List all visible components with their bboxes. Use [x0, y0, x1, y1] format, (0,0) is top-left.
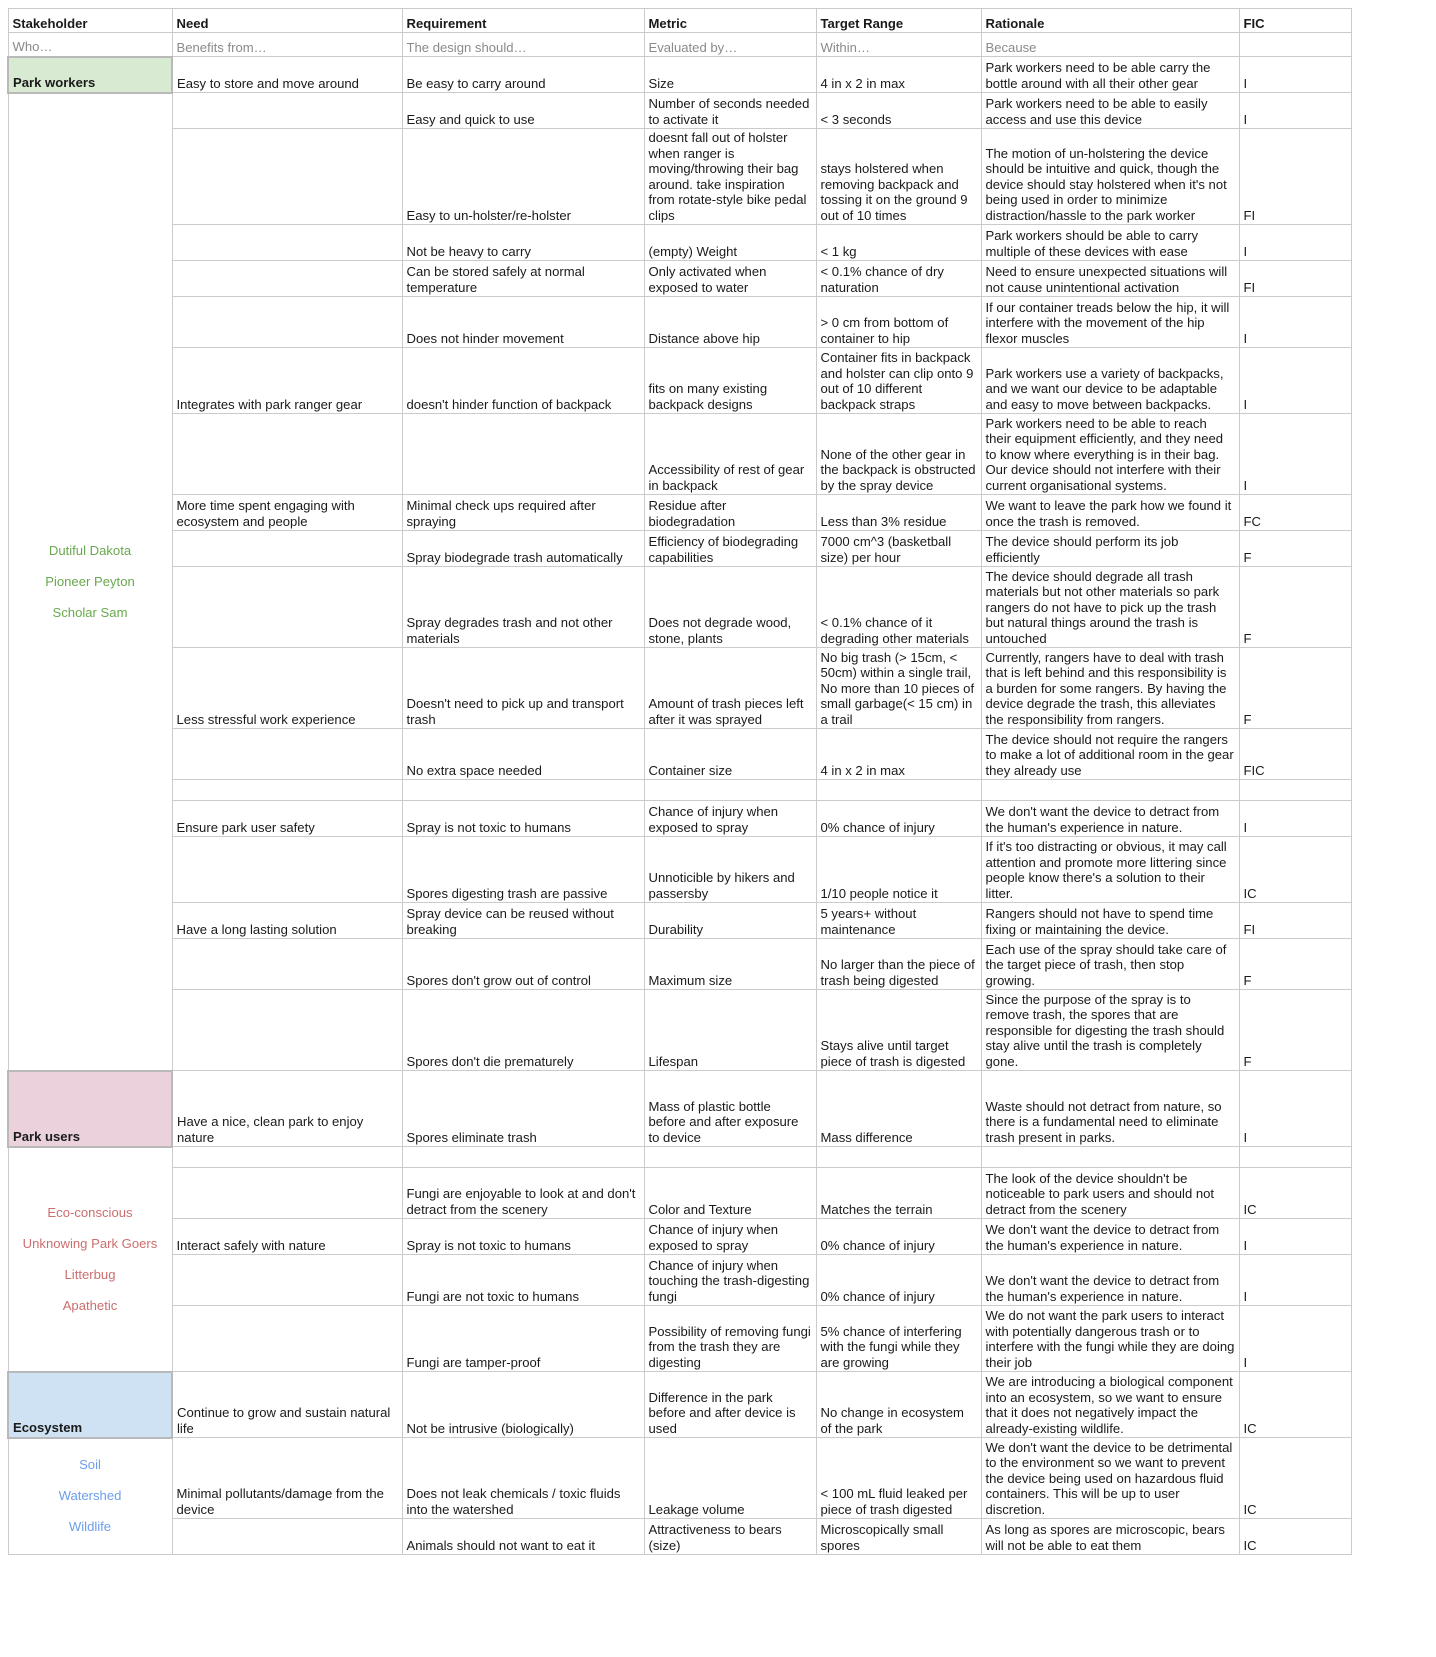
need-cell[interactable]: Interact safely with nature — [172, 1219, 402, 1255]
table-row — [8, 297, 1351, 348]
fic-cell[interactable]: FI — [1239, 903, 1351, 939]
table-row — [8, 648, 1351, 729]
table-row — [8, 903, 1351, 939]
rationale-cell[interactable]: The motion of un-holstering the device should be intuitive and quick, though the device should stay holstered when it's not being used in order to minimize distraction/hassle to the park worker — [981, 129, 1239, 225]
need-cell[interactable] — [172, 414, 402, 495]
persona-label: Unknowing Park Goers — [22, 1235, 158, 1251]
need-cell[interactable] — [172, 1168, 402, 1219]
target-range-cell[interactable]: < 0.1% chance of dry naturation — [816, 261, 981, 297]
metric-cell[interactable]: Residue after biodegradation — [644, 495, 816, 531]
metric-cell[interactable]: (empty) Weight — [644, 225, 816, 261]
metric-cell[interactable]: Mass of plastic bottle before and after exposure to device — [644, 1071, 816, 1147]
rationale-cell[interactable]: Park workers need to be able carry the bottle around with all their other gear — [981, 57, 1239, 93]
need-cell[interactable]: Less stressful work experience — [172, 648, 402, 729]
persona-label: Soil — [79, 1457, 101, 1473]
fic-cell[interactable]: I — [1239, 414, 1351, 495]
requirement-cell[interactable]: Easy to un-holster/re-holster — [402, 129, 644, 225]
rationale-cell[interactable]: We don't want the device to detract from the human's experience in nature. — [981, 1255, 1239, 1306]
requirements-table — [7, 8, 1352, 1555]
table-row — [8, 1147, 1351, 1168]
fic-cell[interactable]: I — [1239, 57, 1351, 93]
metric-cell[interactable]: Amount of trash pieces left after it was sprayed — [644, 648, 816, 729]
requirement-cell[interactable]: Spray is not toxic to humans — [402, 1219, 644, 1255]
target-range-cell[interactable]: Mass difference — [816, 1071, 981, 1147]
subheader-requirement[interactable]: The design should… — [402, 33, 644, 57]
table-row — [8, 348, 1351, 414]
rationale-cell[interactable]: The look of the device shouldn't be noticeable to park users and should not detract from the scenery — [981, 1168, 1239, 1219]
metric-cell[interactable]: Container size — [644, 729, 816, 780]
metric-cell[interactable]: Chance of injury when exposed to spray — [644, 801, 816, 837]
persona-label: Pioneer Peyton — [45, 573, 135, 589]
subheader-metric[interactable]: Evaluated by… — [644, 33, 816, 57]
rationale-cell[interactable]: Park workers use a variety of backpacks, and we want our device to be adaptable and easy to move between backpacks. — [981, 348, 1239, 414]
target-range-cell[interactable]: < 100 mL fluid leaked per piece of trash digested — [816, 1438, 981, 1519]
metric-cell[interactable]: Number of seconds needed to activate it — [644, 93, 816, 129]
requirement-cell[interactable]: Doesn't need to pick up and transport trash — [402, 648, 644, 729]
need-cell[interactable] — [172, 1147, 402, 1168]
rationale-cell[interactable]: Rangers should not have to spend time fixing or maintaining the device. — [981, 903, 1239, 939]
table-row — [8, 57, 1351, 93]
requirement-cell[interactable]: Spray is not toxic to humans — [402, 801, 644, 837]
target-range-cell[interactable]: Stays alive until target piece of trash is digested — [816, 990, 981, 1071]
persona-label: Dutiful Dakota — [48, 542, 132, 558]
need-cell[interactable]: Ensure park user safety — [172, 801, 402, 837]
need-cell[interactable] — [172, 225, 402, 261]
rationale-cell[interactable] — [981, 1147, 1239, 1168]
need-cell[interactable]: Minimal pollutants/damage from the device — [172, 1438, 402, 1519]
column-header-stakeholder[interactable]: Stakeholder — [8, 9, 172, 33]
persona-label: Apathetic — [62, 1297, 118, 1313]
rationale-cell[interactable]: The device should perform its job efficiently — [981, 531, 1239, 567]
fic-cell[interactable]: IC — [1239, 837, 1351, 903]
subheader-stakeholder[interactable]: Who… — [8, 33, 172, 57]
requirement-cell[interactable]: Spray degrades trash and not other materials — [402, 567, 644, 648]
need-cell[interactable] — [172, 990, 402, 1071]
persona-list — [13, 1457, 168, 1535]
fic-cell[interactable]: FIC — [1239, 729, 1351, 780]
rationale-cell[interactable]: Park workers should be able to carry multiple of these devices with ease — [981, 225, 1239, 261]
target-range-cell[interactable]: No big trash (> 15cm, < 50cm) within a single trail, No more than 10 pieces of small garbage(< 15 cm) in a trail — [816, 648, 981, 729]
target-range-cell[interactable] — [816, 780, 981, 801]
table-row — [8, 1519, 1351, 1555]
target-range-cell[interactable]: 1/10 people notice it — [816, 837, 981, 903]
table-row — [8, 990, 1351, 1071]
target-range-cell[interactable]: 0% chance of injury — [816, 801, 981, 837]
requirement-cell[interactable]: Animals should not want to eat it — [402, 1519, 644, 1555]
metric-cell[interactable]: Size — [644, 57, 816, 93]
fic-cell[interactable] — [1239, 780, 1351, 801]
need-cell[interactable]: Have a nice, clean park to enjoy nature — [172, 1071, 402, 1147]
need-cell[interactable] — [172, 1519, 402, 1555]
target-range-cell[interactable]: 5% chance of interfering with the fungi while they are growing — [816, 1306, 981, 1372]
fic-cell[interactable]: I — [1239, 801, 1351, 837]
target-range-cell[interactable] — [816, 1147, 981, 1168]
requirement-cell[interactable]: Fungi are not toxic to humans — [402, 1255, 644, 1306]
header-row — [8, 9, 1351, 33]
requirement-cell[interactable]: Spores digesting trash are passive — [402, 837, 644, 903]
rationale-cell[interactable]: If our container treads below the hip, it will interfere with the movement of the hip flexor muscles — [981, 297, 1239, 348]
metric-cell[interactable]: Difference in the park before and after device is used — [644, 1372, 816, 1438]
column-header-fic[interactable]: FIC — [1239, 9, 1351, 33]
column-header-target-range[interactable]: Target Range — [816, 9, 981, 33]
metric-cell[interactable]: Distance above hip — [644, 297, 816, 348]
table-row — [8, 129, 1351, 225]
metric-cell[interactable]: Chance of injury when touching the trash-digesting fungi — [644, 1255, 816, 1306]
rationale-cell[interactable]: We don't want the device to be detrimental to the environment so we want to prevent the device being used on hazardous fluid containers. This will be up to user discretion. — [981, 1438, 1239, 1519]
fic-cell[interactable]: IC — [1239, 1168, 1351, 1219]
fic-cell[interactable]: FI — [1239, 129, 1351, 225]
need-cell[interactable]: Integrates with park ranger gear — [172, 348, 402, 414]
metric-cell[interactable]: doesnt fall out of holster when ranger is moving/throwing their bag around. take inspiration from rotate-style bike pedal clips — [644, 129, 816, 225]
rationale-cell[interactable]: Each use of the spray should take care of the target piece of trash, then stop growing. — [981, 939, 1239, 990]
rationale-cell[interactable]: Park workers need to be able to reach their equipment efficiently, and they need to know where everything is in their bag. Our device should not interfere with their current organisational systems. — [981, 414, 1239, 495]
subheader-need[interactable]: Benefits from… — [172, 33, 402, 57]
table-row — [8, 531, 1351, 567]
rationale-cell[interactable]: Currently, rangers have to deal with trash that is left behind and this responsibility is a burden for some rangers. By having the device degrade the trash, this alleviates the responsibility from rangers. — [981, 648, 1239, 729]
need-cell[interactable] — [172, 780, 402, 801]
target-range-cell[interactable]: stays holstered when removing backpack and tossing it on the ground 9 out of 10 times — [816, 129, 981, 225]
persona-list — [13, 543, 168, 621]
need-cell[interactable] — [172, 1306, 402, 1372]
metric-cell[interactable]: Durability — [644, 903, 816, 939]
requirement-cell[interactable]: Not be heavy to carry — [402, 225, 644, 261]
requirement-cell[interactable]: Fungi are enjoyable to look at and don't detract from the scenery — [402, 1168, 644, 1219]
target-range-cell[interactable]: 0% chance of injury — [816, 1255, 981, 1306]
need-cell[interactable] — [172, 567, 402, 648]
rationale-cell[interactable]: Need to ensure unexpected situations will not cause unintentional activation — [981, 261, 1239, 297]
target-range-cell[interactable]: < 3 seconds — [816, 93, 981, 129]
target-range-cell[interactable]: < 1 kg — [816, 225, 981, 261]
metric-cell[interactable]: Leakage volume — [644, 1438, 816, 1519]
persona-label: Eco-conscious — [47, 1204, 133, 1220]
fic-cell[interactable]: IC — [1239, 1438, 1351, 1519]
persona-label: Scholar Sam — [52, 604, 128, 620]
metric-cell[interactable]: Chance of injury when exposed to spray — [644, 1219, 816, 1255]
requirement-cell[interactable]: Easy and quick to use — [402, 93, 644, 129]
fic-cell[interactable]: FI — [1239, 261, 1351, 297]
table-row — [8, 414, 1351, 495]
table-row — [8, 567, 1351, 648]
fic-cell[interactable]: I — [1239, 297, 1351, 348]
rationale-cell[interactable]: If it's too distracting or obvious, it may call attention and promote more littering since people know there's a solution to their litter. — [981, 837, 1239, 903]
metric-cell[interactable]: Attractiveness to bears (size) — [644, 1519, 816, 1555]
table-row — [8, 225, 1351, 261]
subheader-row — [8, 33, 1351, 57]
column-header-requirement[interactable]: Requirement — [402, 9, 644, 33]
subheader-fic[interactable] — [1239, 33, 1351, 57]
table-row — [8, 1219, 1351, 1255]
rationale-cell[interactable] — [981, 780, 1239, 801]
table-row — [8, 261, 1351, 297]
requirement-cell[interactable]: No extra space needed — [402, 729, 644, 780]
requirement-cell[interactable]: Fungi are tamper-proof — [402, 1306, 644, 1372]
metric-cell[interactable]: Accessibility of rest of gear in backpack — [644, 414, 816, 495]
requirement-cell[interactable] — [402, 414, 644, 495]
requirement-cell[interactable]: doesn't hinder function of backpack — [402, 348, 644, 414]
table-row — [8, 1306, 1351, 1372]
persona-label: Litterbug — [64, 1266, 116, 1282]
column-header-metric[interactable]: Metric — [644, 9, 816, 33]
stakeholder-personas-cell[interactable] — [8, 1147, 172, 1372]
fic-cell[interactable]: I — [1239, 1255, 1351, 1306]
requirement-cell[interactable] — [402, 1147, 644, 1168]
fic-cell[interactable]: I — [1239, 348, 1351, 414]
fic-cell[interactable]: F — [1239, 531, 1351, 567]
requirement-cell[interactable]: Spores eliminate trash — [402, 1071, 644, 1147]
rationale-cell[interactable]: We don't want the device to detract from the human's experience in nature. — [981, 1219, 1239, 1255]
fic-cell[interactable]: I — [1239, 1071, 1351, 1147]
table-row — [8, 1071, 1351, 1147]
need-cell[interactable]: Continue to grow and sustain natural life — [172, 1372, 402, 1438]
target-range-cell[interactable]: Container fits in backpack and holster can clip onto 9 out of 10 different backpack straps — [816, 348, 981, 414]
rationale-cell[interactable]: We want to leave the park how we found it once the trash is removed. — [981, 495, 1239, 531]
metric-cell[interactable] — [644, 780, 816, 801]
need-cell[interactable] — [172, 93, 402, 129]
target-range-cell[interactable]: Microscopically small spores — [816, 1519, 981, 1555]
need-cell[interactable] — [172, 939, 402, 990]
metric-cell[interactable]: Unnoticible by hikers and passersby — [644, 837, 816, 903]
target-range-cell[interactable]: Less than 3% residue — [816, 495, 981, 531]
need-cell[interactable] — [172, 729, 402, 780]
table-row — [8, 1372, 1351, 1438]
persona-list — [13, 1205, 168, 1314]
fic-cell[interactable]: I — [1239, 1306, 1351, 1372]
need-cell[interactable]: Have a long lasting solution — [172, 903, 402, 939]
table-row — [8, 837, 1351, 903]
rationale-cell[interactable]: Since the purpose of the spray is to remove trash, the spores that are responsible for digesting the trash should stay alive until the trash is completely gone. — [981, 990, 1239, 1071]
table-row — [8, 495, 1351, 531]
fic-cell[interactable]: I — [1239, 1219, 1351, 1255]
column-header-need[interactable]: Need — [172, 9, 402, 33]
persona-label: Watershed — [58, 1488, 122, 1504]
metric-cell[interactable]: Lifespan — [644, 990, 816, 1071]
rationale-cell[interactable]: Waste should not detract from nature, so there is a fundamental need to eliminate trash present in parks. — [981, 1071, 1239, 1147]
requirement-cell[interactable]: Spores don't die prematurely — [402, 990, 644, 1071]
fic-cell[interactable]: F — [1239, 567, 1351, 648]
requirement-cell[interactable]: Spray biodegrade trash automatically — [402, 531, 644, 567]
target-range-cell[interactable]: Matches the terrain — [816, 1168, 981, 1219]
target-range-cell[interactable]: 0% chance of injury — [816, 1219, 981, 1255]
metric-cell[interactable]: Possibility of removing fungi from the trash they are digesting — [644, 1306, 816, 1372]
table-row — [8, 939, 1351, 990]
rationale-cell[interactable]: We are introducing a biological component into an ecosystem, so we want to ensure that it does not negatively impact the already-existing wildlife. — [981, 1372, 1239, 1438]
table-row — [8, 1438, 1351, 1519]
target-range-cell[interactable]: No change in ecosystem of the park — [816, 1372, 981, 1438]
column-header-rationale[interactable]: Rationale — [981, 9, 1239, 33]
need-cell[interactable] — [172, 531, 402, 567]
requirement-cell[interactable]: Minimal check ups required after spraying — [402, 495, 644, 531]
persona-label: Wildlife — [68, 1519, 112, 1535]
stakeholder-group-cell[interactable]: Ecosystem — [8, 1372, 172, 1438]
requirement-cell[interactable]: Spray device can be reused without breaking — [402, 903, 644, 939]
table-row — [8, 1255, 1351, 1306]
rationale-cell[interactable]: The device should degrade all trash materials but not other materials so park rangers do not have to pick up the trash but natural things around the trash is untouched — [981, 567, 1239, 648]
stakeholder-personas-cell[interactable] — [8, 1438, 172, 1555]
requirement-cell[interactable]: Spores don't grow out of control — [402, 939, 644, 990]
fic-cell[interactable]: F — [1239, 648, 1351, 729]
target-range-cell[interactable]: 4 in x 2 in max — [816, 57, 981, 93]
need-cell[interactable] — [172, 1255, 402, 1306]
requirement-cell[interactable] — [402, 780, 644, 801]
requirement-cell[interactable]: Be easy to carry around — [402, 57, 644, 93]
stakeholder-group-cell[interactable]: Park workers — [8, 57, 172, 93]
target-range-cell[interactable]: No larger than the piece of trash being digested — [816, 939, 981, 990]
need-cell[interactable] — [172, 261, 402, 297]
target-range-cell[interactable]: > 0 cm from bottom of container to hip — [816, 297, 981, 348]
table-row — [8, 780, 1351, 801]
requirement-cell[interactable]: Does not hinder movement — [402, 297, 644, 348]
need-cell[interactable]: More time spent engaging with ecosystem and people — [172, 495, 402, 531]
subheader-rationale[interactable]: Because — [981, 33, 1239, 57]
rationale-cell[interactable]: Park workers need to be able to easily access and use this device — [981, 93, 1239, 129]
metric-cell[interactable]: fits on many existing backpack designs — [644, 348, 816, 414]
need-cell[interactable] — [172, 297, 402, 348]
rationale-cell[interactable]: We don't want the device to detract from the human's experience in nature. — [981, 801, 1239, 837]
fic-cell[interactable]: I — [1239, 225, 1351, 261]
table-row — [8, 1168, 1351, 1219]
table-row — [8, 93, 1351, 129]
target-range-cell[interactable]: None of the other gear in the backpack is obstructed by the spray device — [816, 414, 981, 495]
metric-cell[interactable]: Does not degrade wood, stone, plants — [644, 567, 816, 648]
fic-cell[interactable]: IC — [1239, 1519, 1351, 1555]
rationale-cell[interactable]: The device should not require the rangers to make a lot of additional room in the gear they already use — [981, 729, 1239, 780]
target-range-cell[interactable]: < 0.1% chance of it degrading other materials — [816, 567, 981, 648]
metric-cell[interactable]: Color and Texture — [644, 1168, 816, 1219]
fic-cell[interactable]: F — [1239, 990, 1351, 1071]
metric-cell[interactable]: Efficiency of biodegrading capabilities — [644, 531, 816, 567]
need-cell[interactable] — [172, 129, 402, 225]
fic-cell[interactable]: I — [1239, 93, 1351, 129]
stakeholder-group-cell[interactable]: Park users — [8, 1071, 172, 1147]
rationale-cell[interactable]: We do not want the park users to interact with potentially dangerous trash or to interfere with the fungi while they are doing their job — [981, 1306, 1239, 1372]
fic-cell[interactable]: IC — [1239, 1372, 1351, 1438]
metric-cell[interactable]: Only activated when exposed to water — [644, 261, 816, 297]
requirement-cell[interactable]: Can be stored safely at normal temperature — [402, 261, 644, 297]
fic-cell[interactable]: FC — [1239, 495, 1351, 531]
fic-cell[interactable] — [1239, 1147, 1351, 1168]
subheader-target-range[interactable]: Within… — [816, 33, 981, 57]
need-cell[interactable]: Easy to store and move around — [172, 57, 402, 93]
table-row — [8, 801, 1351, 837]
fic-cell[interactable]: F — [1239, 939, 1351, 990]
need-cell[interactable] — [172, 837, 402, 903]
stakeholder-personas-cell[interactable] — [8, 93, 172, 1071]
metric-cell[interactable] — [644, 1147, 816, 1168]
target-range-cell[interactable]: 4 in x 2 in max — [816, 729, 981, 780]
target-range-cell[interactable]: 5 years+ without maintenance — [816, 903, 981, 939]
rationale-cell[interactable]: As long as spores are microscopic, bears will not be able to eat them — [981, 1519, 1239, 1555]
table-row — [8, 729, 1351, 780]
requirement-cell[interactable]: Does not leak chemicals / toxic fluids into the watershed — [402, 1438, 644, 1519]
requirement-cell[interactable]: Not be intrusive (biologically) — [402, 1372, 644, 1438]
metric-cell[interactable]: Maximum size — [644, 939, 816, 990]
target-range-cell[interactable]: 7000 cm^3 (basketball size) per hour — [816, 531, 981, 567]
